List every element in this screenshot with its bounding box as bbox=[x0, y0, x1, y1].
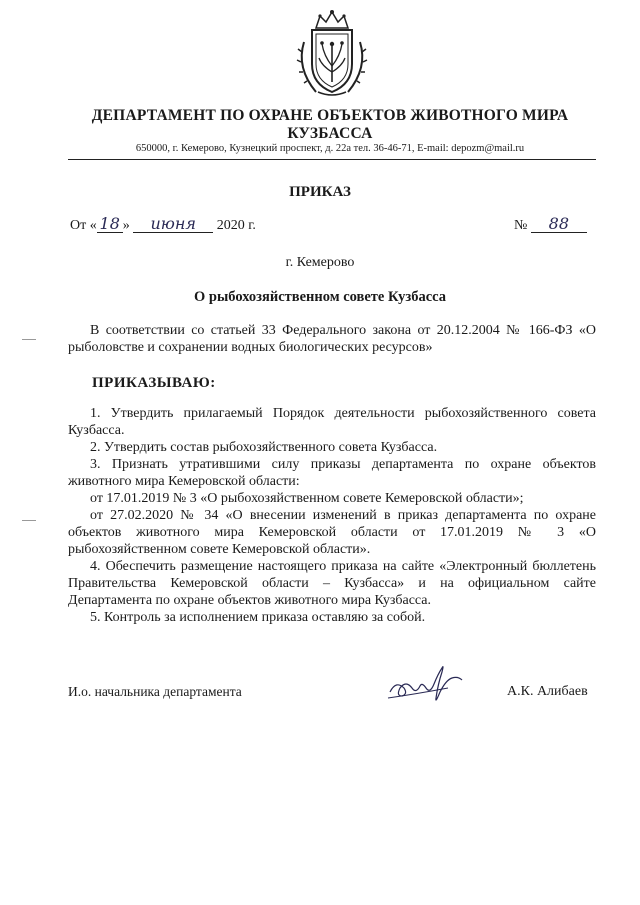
document-number bbox=[514, 216, 587, 235]
order-item: 4. Обеспечить размещение настоящего приказа на сайте «Электронный бюллетень Правительства Кемеровской области – Кузбасса» и на официальном сайте Департамента по охране объектов животного мира Кузбасса. bbox=[68, 559, 596, 608]
date-year: 2020 г. bbox=[216, 218, 256, 233]
signer-position: И.о. начальника департамента bbox=[68, 684, 242, 699]
scan-margin-mark bbox=[22, 339, 36, 340]
order-item: 3. Признать утратившими силу приказы департамента по охране объектов животного мира Кемеровской области: bbox=[68, 457, 596, 489]
document-subject: О рыбохозяйственном совете Кузбасса bbox=[193, 289, 447, 305]
number-value: 88 bbox=[531, 216, 587, 233]
coat-of-arms-icon bbox=[286, 8, 378, 100]
order-item: от 27.02.2020 № 34 «О внесении изменений в приказ департамента по охране объектов животного мира Кемеровской области от 17.01.2019 № 3 «О рыбохозяйственном совете Кемеровской области». bbox=[68, 508, 596, 557]
document-date bbox=[70, 216, 256, 235]
organization-region: КУЗБАССА bbox=[287, 125, 373, 142]
order-heading: ПРИКАЗЫВАЮ: bbox=[92, 375, 216, 391]
order-item: от 17.01.2019 № 3 «О рыбохозяйственном совете Кемеровской области»; bbox=[90, 491, 524, 506]
organization-name: ДЕПАРТАМЕНТ ПО ОХРАНЕ ОБЪЕКТОВ ЖИВОТНОГО МИРА bbox=[91, 107, 569, 124]
scan-margin-mark bbox=[22, 520, 36, 521]
order-item: 1. Утвердить прилагаемый Порядок деятельности рыбохозяйственного совета Кузбасса. bbox=[68, 406, 596, 438]
document-city: г. Кемерово bbox=[285, 255, 355, 270]
order-item: 2. Утвердить состав рыбохозяйственного совета Кузбасса. bbox=[90, 440, 438, 455]
signer-name: А.К. Алибаев bbox=[507, 684, 588, 699]
organization-address: 650000, г. Кемерово, Кузнецкий проспект, д. 22а тел. 36-46-71, E-mail: depozm@mail.ru bbox=[135, 143, 525, 154]
date-month: июня bbox=[133, 216, 213, 233]
date-prefix: От « bbox=[70, 218, 97, 233]
date-day: 18 bbox=[97, 216, 123, 233]
order-items bbox=[68, 405, 596, 626]
header-divider bbox=[68, 159, 596, 160]
date-separator: » bbox=[122, 218, 130, 233]
order-item: 5. Контроль за исполнением приказа оставляю за собой. bbox=[90, 610, 426, 625]
document-type-title: ПРИКАЗ bbox=[289, 184, 351, 200]
preamble-paragraph: В соответствии со статьей 33 Федерального закона от 20.12.2004 № 166-ФЗ «О рыболовстве и сохранении водных биологических ресурсов» bbox=[68, 323, 596, 355]
number-label: № bbox=[514, 218, 528, 233]
handwritten-signature-icon bbox=[386, 658, 466, 708]
